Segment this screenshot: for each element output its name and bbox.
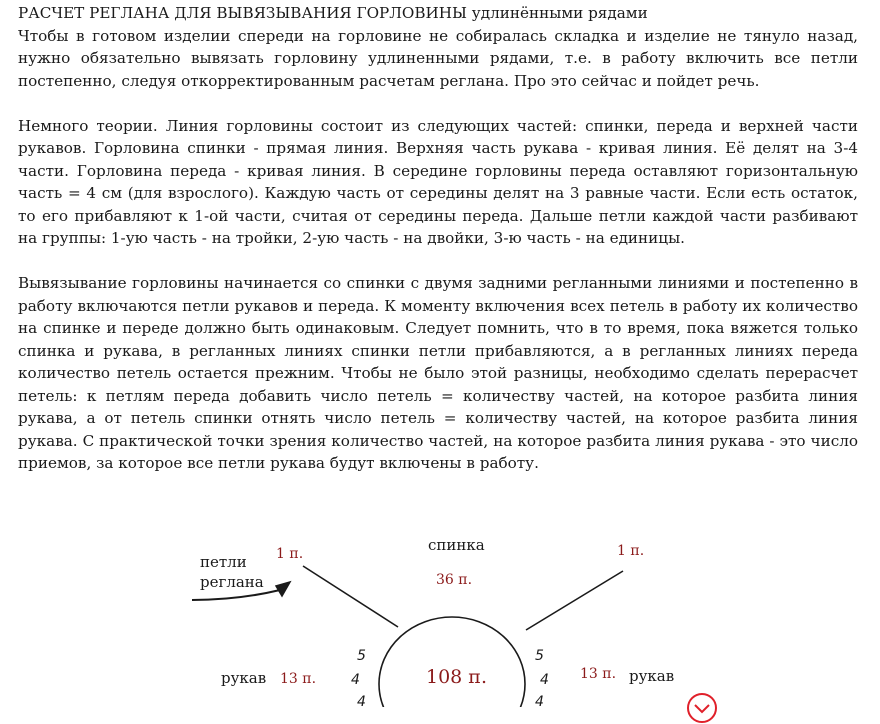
raglan-diagram xyxy=(0,520,880,710)
scroll-down-badge-icon[interactable] xyxy=(686,692,718,724)
neckline-circle xyxy=(379,617,525,707)
sleeve-left-label: рукав xyxy=(221,669,267,687)
paragraph-theory: Немного теории. Линия горловины состоит из следующих частей: спинки, переда и верхней части рукавов. Горловина спинки - прямая линия. Верхняя часть рукава - кривая линия. Её делят на 3-4 части. Горловина переда - кривая линия. В середине горловины переда оставляют горизонтальную часть = 4 см (для взрослого). Каждую часть от середины делят на 3 равные части. Если есть остаток, то его прибавляют к 1-ой части, считая от середины переда. Дальше петли каждой части разбивают на группы: 1-ую часть - на тройки, 2-ую часть - на двойки, 3-ю часть - на единицы. xyxy=(18,116,858,247)
article xyxy=(18,2,858,475)
sleeve-right-label: рукав xyxy=(629,667,675,685)
right-raglan-count: 1 п. xyxy=(617,543,645,559)
left-digit-3: 4 xyxy=(357,694,366,710)
paragraph-intro: Чтобы в готовом изделии спереди на горловине не собиралась складка и изделие не тянуло назад, нужно обязательно вывязать горловину удлиненными рядами, т.е. в работу включить все петли постепенно, следуя откорректированным расчетам реглана. Про это сейчас и пойдет речь. xyxy=(18,26,858,90)
article-title-caps: РАСЧЕТ РЕГЛАНА ДЛЯ ВЫВЯЗЫВАНИЯ ГОРЛОВИНЫ xyxy=(18,4,467,22)
pointer-arrow xyxy=(192,590,280,600)
pointer-arrowhead xyxy=(276,582,290,596)
left-digit-1: 5 xyxy=(357,648,366,664)
right-digit-1: 5 xyxy=(535,648,544,664)
back-label: спинка xyxy=(428,536,485,554)
left-raglan-line xyxy=(303,566,398,627)
left-digit-2: 4 xyxy=(351,672,360,688)
right-raglan-line xyxy=(526,571,623,630)
left-raglan-count: 1 п. xyxy=(276,546,304,562)
sleeve-left-count: 13 п. xyxy=(280,671,317,687)
paragraph-method: Вывязывание горловины начинается со спинки с двумя задними регланными линиями и постепенно в работу включаются петли рукавов и переда. К моменту включения всех петель в работу их количество на спинке и переде должно быть одинаковым. Следует помнить, что в то время, пока вяжется только спинка и рукава, в регланных линиях спинки петли прибавляются, а в регланных линиях переда количество петель остается прежним. Чтобы не было этой разницы, необходимо сделать перерасчет петель: к петлям переда добавить число петель = количеству частей, на которое разбита линия рукава, а от петель спинки отнять число петель = количеству частей, на которое разбита линия рукава. С практической точки зрения количество частей, на которое разбита линия рукава - это число приемов, за которое все петли рукава будут включены в работу. xyxy=(18,274,858,472)
right-digit-3: 4 xyxy=(535,694,544,710)
raglan-label-line1: петли xyxy=(200,553,247,571)
center-count: 108 п. xyxy=(426,666,488,688)
right-digit-2: 4 xyxy=(540,672,549,688)
article-title xyxy=(18,2,858,25)
raglan-label-line2: реглана xyxy=(200,573,264,591)
sleeve-right-count: 13 п. xyxy=(580,666,617,682)
back-count: 36 п. xyxy=(436,572,473,588)
article-title-rest: удлинёнными рядами xyxy=(466,4,648,22)
